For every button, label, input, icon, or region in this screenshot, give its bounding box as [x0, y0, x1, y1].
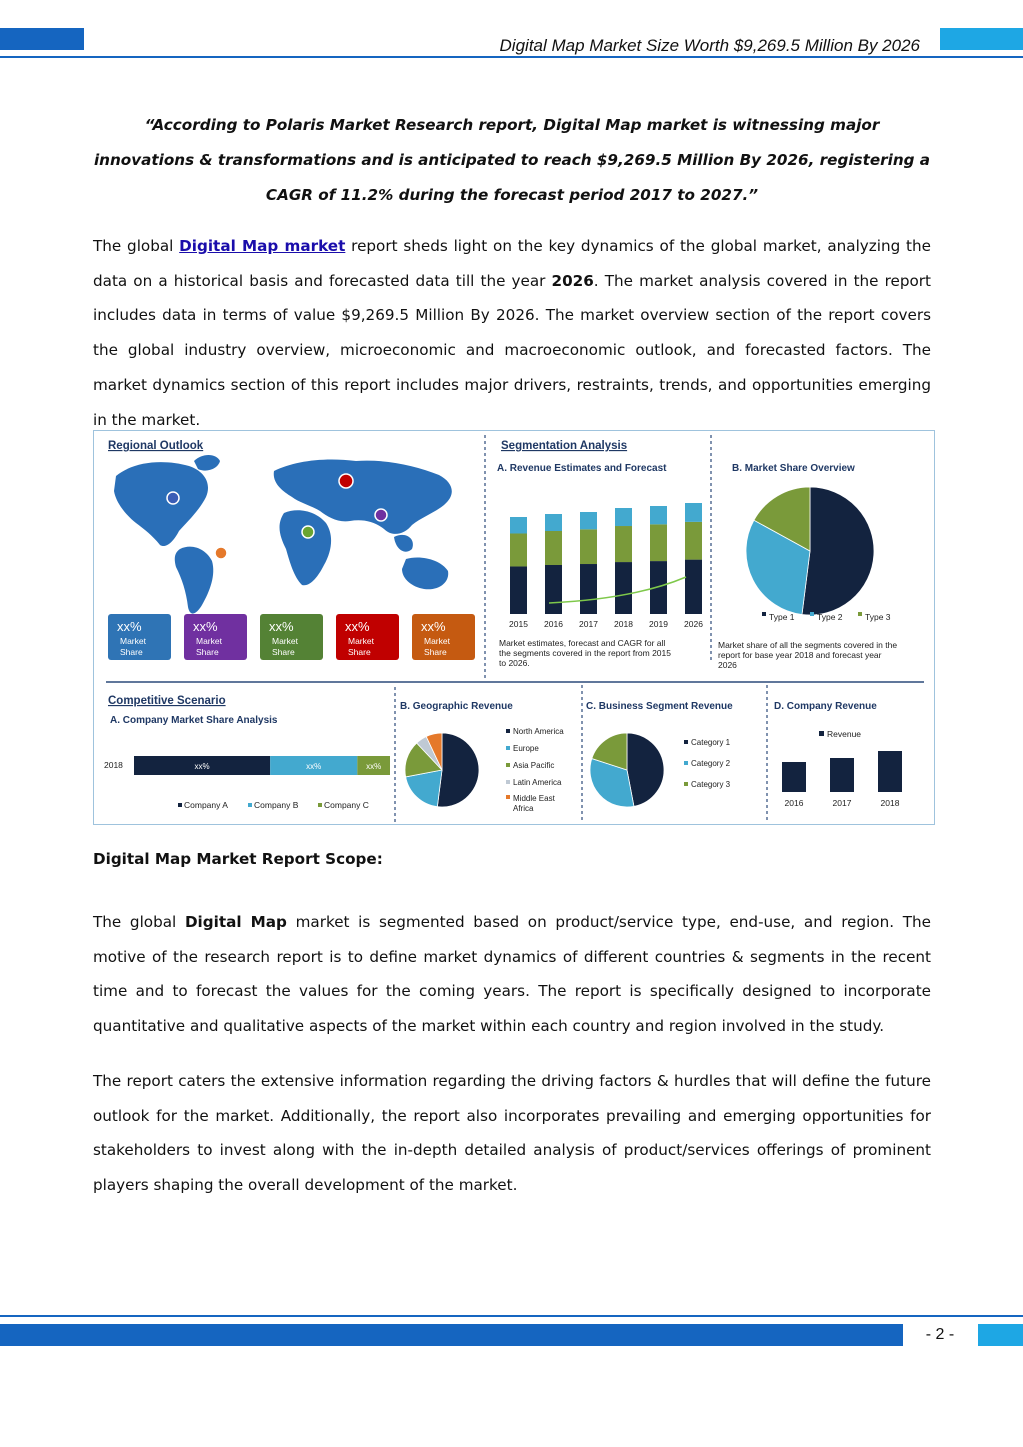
infographic-svg: [94, 431, 934, 824]
legend-swatch: [762, 612, 766, 616]
scope-body: [93, 905, 931, 1044]
region-tile-label: Share: [272, 647, 295, 657]
stack-bar-segment: [615, 526, 632, 562]
legend-swatch: [858, 612, 862, 616]
revenue-note: [499, 638, 673, 668]
intro-text-post: . The market analysis covered in the report includes data in terms of value $9,269.5 Million By 2026. The market overview section of the report covers the global industry overview, microeconomic and macroeconomic outlook, and forecasted factors. The market dynamics section of this report includes major drivers, restraints, trends, and opportunities emerging in the market.: [93, 271, 932, 429]
legend-label: North America: [513, 727, 564, 736]
x-tick-label: 2017: [579, 619, 598, 629]
legend-label: Category 1: [691, 738, 731, 747]
stack-bar-segment: [615, 562, 632, 614]
pie-slice: [802, 487, 874, 615]
legend-swatch: [819, 731, 824, 736]
legend-label: Category 2: [691, 759, 731, 768]
header-rule: [0, 56, 1023, 58]
market-share-title: B. Market Share Overview: [732, 463, 855, 474]
stack-bar-segment: [510, 533, 527, 566]
region-tile-label: Market: [120, 636, 146, 646]
stack-bar-segment: [650, 524, 667, 561]
x-tick-label: 2016: [784, 798, 804, 808]
legend-label: Type 1: [769, 612, 795, 622]
legend-label: Company B: [254, 800, 299, 810]
revenue-note-line: to 2026.: [499, 658, 530, 668]
legend-label: Africa: [513, 804, 534, 813]
page-header-title: Digital Map Market Size Worth $9,269.5 Million By 2026: [499, 36, 920, 55]
region-tile-label: Market: [196, 636, 222, 646]
share-bar-label: xx%: [194, 762, 210, 771]
competitive-title: Competitive Scenario: [108, 695, 226, 707]
legend-swatch: [506, 795, 510, 799]
legend-label: Category 3: [691, 780, 731, 789]
page-number: - 2 -: [925, 1326, 955, 1343]
company-revenue-chart: [782, 729, 902, 808]
region-tile-value: xx%: [421, 619, 446, 634]
legend-swatch: [506, 746, 510, 750]
stack-bar-segment: [510, 566, 527, 614]
legend-swatch: [810, 612, 814, 616]
x-tick-label: 2026: [684, 619, 703, 629]
stack-bar-segment: [685, 560, 702, 614]
share-note-line: 2026: [718, 660, 737, 670]
scope-body-2: [93, 1064, 931, 1203]
revenue-estimates-title: A. Revenue Estimates and Forecast: [497, 463, 667, 474]
stack-bar-segment: [650, 561, 667, 614]
share-note-line: report for base year 2018 and forecast year: [718, 650, 882, 660]
stack-bar-segment: [545, 565, 562, 614]
scope-p1-pre: The global: [93, 913, 185, 931]
legend-label: Middle East: [513, 794, 555, 803]
legend-label: Latin America: [513, 778, 562, 787]
legend-label: Type 2: [817, 612, 843, 622]
region-tiles: [108, 614, 475, 660]
legend-label: Type 3: [865, 612, 891, 622]
company-share-bar: [104, 756, 390, 810]
business-segment-pie: [590, 733, 731, 807]
region-tile-value: xx%: [269, 619, 294, 634]
legend-swatch: [248, 803, 252, 807]
revenue-bar: [878, 751, 902, 792]
stack-bar-segment: [580, 529, 597, 564]
legend-label: Revenue: [827, 729, 862, 739]
revenue-bar: [782, 762, 806, 792]
footer-accent-left: [0, 1324, 903, 1346]
geographic-pie: [405, 727, 564, 813]
share-bar-label: xx%: [306, 762, 322, 771]
region-tile-value: xx%: [345, 619, 370, 634]
legend-swatch: [506, 729, 510, 733]
digital-map-market-link[interactable]: Digital Map market: [179, 237, 346, 255]
region-tile-label: Share: [120, 647, 143, 657]
x-tick-label: 2015: [509, 619, 528, 629]
bar-category-label: 2018: [104, 760, 123, 770]
legend-swatch: [178, 803, 182, 807]
company-share-subtitle: A. Company Market Share Analysis: [110, 715, 278, 726]
region-tile-label: Market: [348, 636, 374, 646]
region-tile-label: Share: [196, 647, 219, 657]
legend-swatch: [684, 782, 688, 786]
legend-label: Europe: [513, 744, 539, 753]
region-tile-label: Share: [348, 647, 371, 657]
stack-bar-segment: [685, 522, 702, 560]
stack-bar-segment: [580, 564, 597, 614]
stack-bar-segment: [545, 514, 562, 531]
pie-slice: [627, 733, 664, 806]
stack-bar-segment: [650, 506, 667, 524]
scope-paragraph-1: [93, 905, 931, 1044]
region-tile-label: Market: [272, 636, 298, 646]
stack-bar-segment: [685, 503, 702, 522]
region-tile-value: xx%: [193, 619, 218, 634]
footer-accent-right: [978, 1324, 1023, 1346]
legend-label: Company C: [324, 800, 369, 810]
x-tick-label: 2019: [649, 619, 668, 629]
legend-label: Asia Pacific: [513, 761, 555, 770]
region-tile-value: xx%: [117, 619, 142, 634]
intro-text-pre: The global: [93, 237, 180, 255]
intro-paragraph: [93, 229, 931, 437]
geographic-revenue-title: B. Geographic Revenue: [400, 701, 513, 712]
world-map: [114, 455, 452, 614]
revenue-bar: [830, 758, 854, 792]
scope-paragraph-2: The report caters the extensive information regarding the driving factors & hurdles that will define the future outlook for the market. Additionally, the report also incorporates prevailing and emerging opportunities for stakeholders to invest along with the in-depth detailed analysis of product/services offerings of prominent players shaping the overall development of the market.: [93, 1072, 931, 1195]
header-accent-left: [0, 28, 84, 50]
share-note-line: Market share of all the segments covered in the: [718, 640, 898, 650]
main-content: [93, 108, 931, 437]
pull-quote: “According to Polaris Market Research report, Digital Map market is witnessing major innovations & transformations and is anticipated to reach $9,269.5 Million By 2026, registering a CAGR of 11.2% during the forecast period 2017 to 2027.”: [93, 116, 931, 204]
x-tick-label: 2018: [614, 619, 633, 629]
revenue-stacked-chart: [509, 503, 703, 629]
intro-year: 2026: [551, 271, 594, 290]
revenue-note-line: Market estimates, forecast and CAGR for all: [499, 638, 666, 648]
legend-label: Company A: [184, 800, 228, 810]
company-revenue-title: D. Company Revenue: [774, 701, 877, 712]
share-note: [718, 640, 899, 670]
market-infographic: [93, 430, 935, 825]
legend-swatch: [506, 780, 510, 784]
legend-swatch: [684, 740, 688, 744]
segmentation-title: Segmentation Analysis: [501, 440, 628, 452]
scope-p1-bold: Digital Map: [184, 913, 287, 931]
region-tile-label: Market: [424, 636, 450, 646]
stack-bar-segment: [615, 508, 632, 526]
share-bar-label: xx%: [366, 762, 382, 771]
pie-slice: [437, 733, 479, 807]
legend-swatch: [318, 803, 322, 807]
x-tick-label: 2017: [832, 798, 852, 808]
scope-heading: Digital Map Market Report Scope:: [93, 850, 383, 868]
intro-text-mid: report sheds light on the key dynamics of the global market, analyzing the data on a historical basis and forecasted data till the year: [93, 237, 931, 290]
stack-bar-segment: [580, 512, 597, 529]
regional-outlook-title: Regional Outlook: [108, 440, 204, 452]
x-tick-label: 2018: [880, 798, 900, 808]
stack-bar-segment: [545, 531, 562, 565]
legend-swatch: [506, 763, 510, 767]
stack-bar-segment: [510, 517, 527, 533]
x-tick-label: 2016: [544, 619, 563, 629]
revenue-note-line: the segments covered in the report from 2015: [499, 648, 671, 658]
region-tile-label: Share: [424, 647, 447, 657]
scope-p1-post: market is segmented based on product/service type, end-use, and region. The motive of the research report is to define market dynamics of different countries & segments in the recent time and to forecast the values for the coming years. The report is specifically designed to incorporate quantitative and qualitative aspects of the market within each country and region involved in the study.: [93, 913, 931, 1036]
legend-swatch: [684, 761, 688, 765]
footer-rule: [0, 1315, 1023, 1317]
business-segment-title: C. Business Segment Revenue: [586, 701, 733, 712]
market-share-pie: [746, 487, 891, 622]
header-accent-right: [940, 28, 1023, 50]
